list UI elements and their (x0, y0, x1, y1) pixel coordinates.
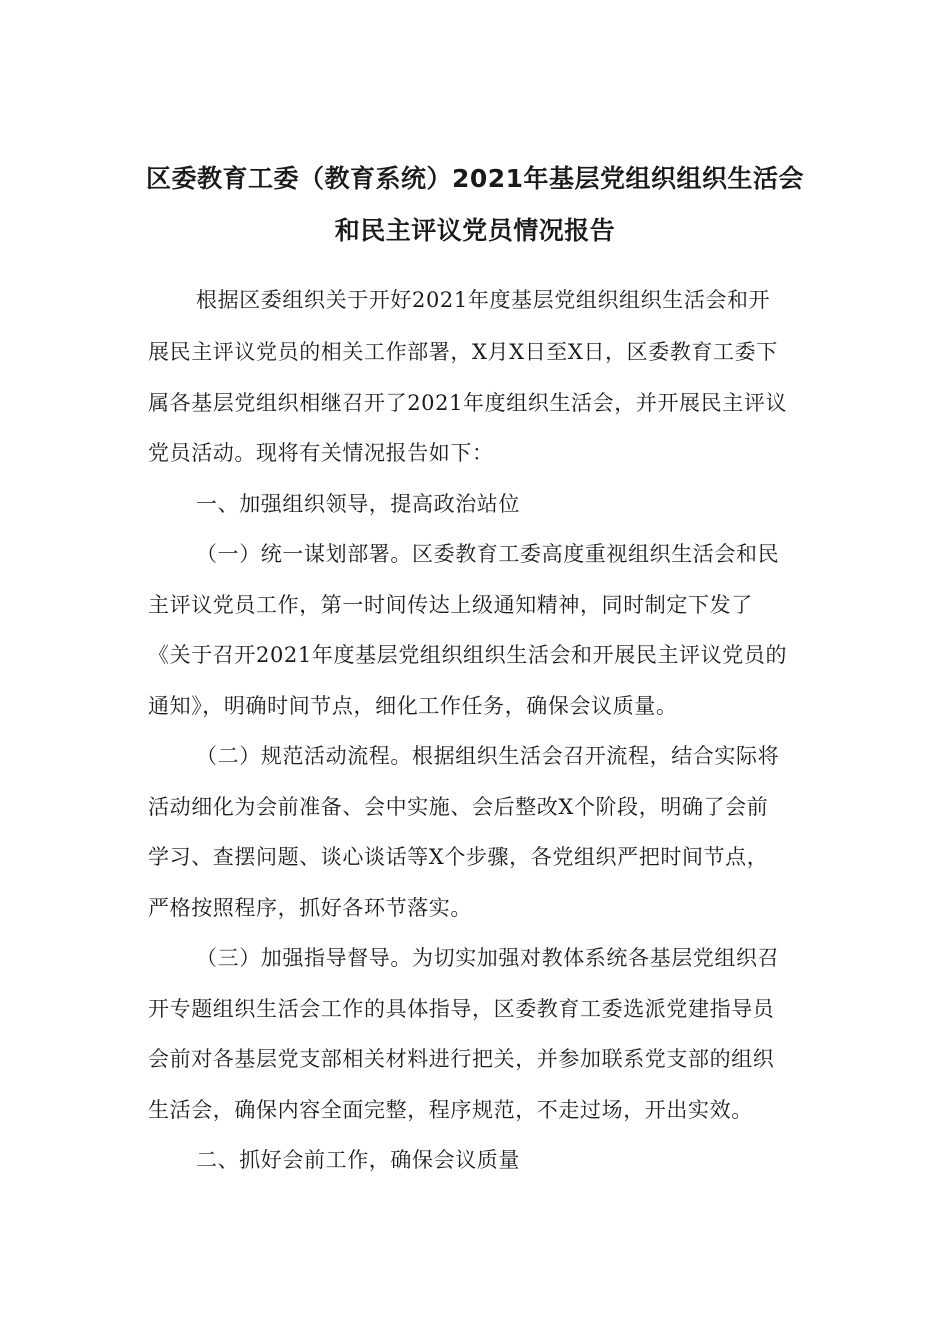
paragraph-4-line-1: （三）加强指导督导。为切实加强对教体系统各基层党组织召 (196, 946, 780, 970)
section-heading-2: 二、抓好会前工作，确保会议质量 (196, 1148, 520, 1172)
document-title-line-2: 和民主评议党员情况报告 (334, 216, 616, 245)
section-heading-1: 一、加强组织领导，提高政治站位 (196, 492, 520, 516)
paragraph-2-line-1: （一）统一谋划部署。区委教育工委高度重视组织生活会和民 (196, 542, 780, 566)
paragraph-2-line-3: 《关于召开2021年度基层党组织组织生活会和开展民主评议党员的 (148, 643, 788, 667)
paragraph-1-line-4: 党员活动。现将有关情况报告如下： (148, 441, 494, 465)
paragraph-3-line-2: 活动细化为会前准备、会中实施、会后整改X个阶段，明确了会前 (148, 795, 769, 819)
paragraph-1-line-2: 展民主评议党员的相关工作部署，X月X日至X日，区委教育工委下 (148, 340, 778, 364)
paragraph-3-line-3: 学习、查摆问题、谈心谈话等X个步骤，各党组织严把时间节点， (148, 845, 769, 869)
paragraph-4-line-3: 会前对各基层党支部相关材料进行把关，并参加联系党支部的组织 (148, 1047, 775, 1071)
paragraph-4-line-4: 生活会，确保内容全面完整，程序规范，不走过场，开出实效。 (148, 1098, 753, 1122)
paragraph-2-line-4: 通知》，明确时间节点，细化工作任务，确保会议质量。 (148, 694, 678, 718)
paragraph-2-line-2: 主评议党员工作，第一时间传达上级通知精神，同时制定下发了 (148, 593, 753, 617)
paragraph-1-line-1: 根据区委组织关于开好2021年度基层党组织组织生活会和开 (196, 288, 771, 312)
document-title-line-1: 区委教育工委（教育系统）2021年基层党组织组织生活会 (145, 164, 805, 193)
paragraph-3-line-4: 严格按照程序，抓好各环节落实。 (148, 896, 472, 920)
paragraph-1-line-3: 属各基层党组织相继召开了2021年度组织生活会，并开展民主评议 (148, 391, 788, 415)
paragraph-4-line-2: 开专题组织生活会工作的具体指导，区委教育工委选派党建指导员 (148, 997, 775, 1021)
paragraph-3-line-1: （二）规范活动流程。根据组织生活会召开流程，结合实际将 (196, 744, 780, 768)
